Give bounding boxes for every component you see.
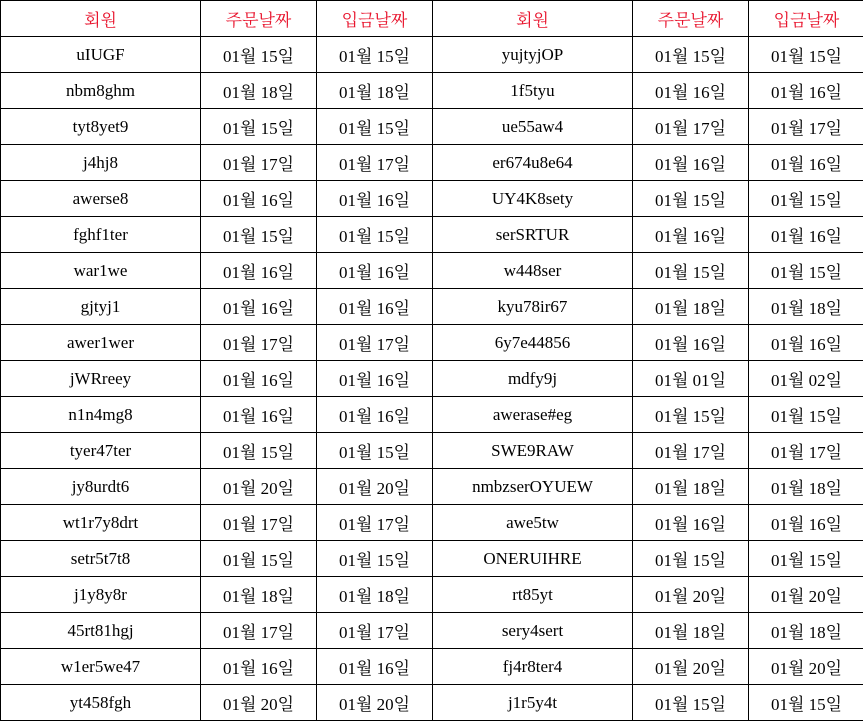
table-row — [1, 73, 863, 109]
cell-order-date-1: 01월 16일 — [201, 397, 317, 433]
cell-member-2: rt85yt — [433, 577, 633, 613]
table-row — [1, 577, 863, 613]
cell-order-date-2: 01월 20일 — [633, 577, 749, 613]
table-row — [1, 685, 863, 721]
cell-order-date-1: 01월 16일 — [201, 181, 317, 217]
cell-payment-date-2: 01월 15일 — [749, 253, 863, 289]
cell-order-date-2: 01월 17일 — [633, 109, 749, 145]
cell-payment-date-2: 01월 02일 — [749, 361, 863, 397]
cell-payment-date-1: 01월 16일 — [317, 253, 433, 289]
cell-order-date-2: 01월 15일 — [633, 37, 749, 73]
table-row — [1, 217, 863, 253]
cell-order-date-2: 01월 16일 — [633, 217, 749, 253]
cell-payment-date-2: 01월 20일 — [749, 577, 863, 613]
table-row — [1, 289, 863, 325]
cell-order-date-1: 01월 16일 — [201, 361, 317, 397]
cell-member-1: w1er5we47 — [1, 649, 201, 685]
cell-order-date-2: 01월 15일 — [633, 397, 749, 433]
cell-member-2: w448ser — [433, 253, 633, 289]
cell-order-date-2: 01월 16일 — [633, 505, 749, 541]
cell-payment-date-2: 01월 15일 — [749, 685, 863, 721]
table-row — [1, 613, 863, 649]
cell-payment-date-1: 01월 15일 — [317, 217, 433, 253]
table-row — [1, 397, 863, 433]
cell-order-date-2: 01월 18일 — [633, 469, 749, 505]
cell-payment-date-2: 01월 16일 — [749, 217, 863, 253]
cell-payment-date-1: 01월 20일 — [317, 685, 433, 721]
table-header-row — [1, 1, 863, 37]
cell-payment-date-1: 01월 16일 — [317, 397, 433, 433]
cell-payment-date-1: 01월 15일 — [317, 433, 433, 469]
cell-payment-date-1: 01월 15일 — [317, 37, 433, 73]
cell-payment-date-1: 01월 16일 — [317, 289, 433, 325]
cell-payment-date-2: 01월 15일 — [749, 37, 863, 73]
cell-member-1: tyt8yet9 — [1, 109, 201, 145]
table-row — [1, 145, 863, 181]
cell-order-date-1: 01월 20일 — [201, 685, 317, 721]
cell-member-1: j4hj8 — [1, 145, 201, 181]
cell-member-2: SWE9RAW — [433, 433, 633, 469]
cell-member-1: jy8urdt6 — [1, 469, 201, 505]
cell-member-1: setr5t7t8 — [1, 541, 201, 577]
cell-order-date-1: 01월 20일 — [201, 469, 317, 505]
cell-member-1: yt458fgh — [1, 685, 201, 721]
cell-payment-date-2: 01월 18일 — [749, 613, 863, 649]
cell-member-2: mdfy9j — [433, 361, 633, 397]
cell-order-date-1: 01월 15일 — [201, 433, 317, 469]
cell-order-date-1: 01월 18일 — [201, 73, 317, 109]
table-header — [1, 1, 863, 37]
cell-payment-date-2: 01월 16일 — [749, 505, 863, 541]
cell-order-date-1: 01월 16일 — [201, 253, 317, 289]
cell-payment-date-2: 01월 18일 — [749, 289, 863, 325]
cell-payment-date-2: 01월 16일 — [749, 145, 863, 181]
cell-member-1: fghf1ter — [1, 217, 201, 253]
cell-member-1: uIUGF — [1, 37, 201, 73]
cell-member-2: awe5tw — [433, 505, 633, 541]
cell-order-date-2: 01월 17일 — [633, 433, 749, 469]
cell-member-1: awer1wer — [1, 325, 201, 361]
cell-payment-date-2: 01월 17일 — [749, 109, 863, 145]
cell-member-2: fj4r8ter4 — [433, 649, 633, 685]
cell-member-2: ue55aw4 — [433, 109, 633, 145]
table-row — [1, 505, 863, 541]
cell-order-date-1: 01월 15일 — [201, 217, 317, 253]
cell-payment-date-2: 01월 16일 — [749, 325, 863, 361]
column-header-order-date-1: 주문날짜 — [201, 1, 317, 37]
cell-member-1: j1y8y8r — [1, 577, 201, 613]
cell-payment-date-1: 01월 17일 — [317, 325, 433, 361]
cell-member-1: gjtyj1 — [1, 289, 201, 325]
cell-member-1: tyer47ter — [1, 433, 201, 469]
cell-order-date-2: 01월 16일 — [633, 145, 749, 181]
cell-order-date-1: 01월 17일 — [201, 145, 317, 181]
cell-payment-date-2: 01월 15일 — [749, 181, 863, 217]
column-header-member-2: 회원 — [433, 1, 633, 37]
table-row — [1, 541, 863, 577]
cell-member-1: n1n4mg8 — [1, 397, 201, 433]
table-row — [1, 469, 863, 505]
cell-order-date-2: 01월 01일 — [633, 361, 749, 397]
table-row — [1, 433, 863, 469]
cell-payment-date-1: 01월 15일 — [317, 109, 433, 145]
cell-member-1: wt1r7y8drt — [1, 505, 201, 541]
cell-member-1: awerse8 — [1, 181, 201, 217]
table-row — [1, 325, 863, 361]
table-row — [1, 361, 863, 397]
table-row — [1, 37, 863, 73]
cell-order-date-2: 01월 18일 — [633, 289, 749, 325]
cell-member-2: awerase#eg — [433, 397, 633, 433]
cell-order-date-2: 01월 15일 — [633, 181, 749, 217]
cell-order-date-1: 01월 15일 — [201, 37, 317, 73]
cell-payment-date-2: 01월 15일 — [749, 541, 863, 577]
cell-order-date-1: 01월 15일 — [201, 109, 317, 145]
cell-member-2: ONERUIHRE — [433, 541, 633, 577]
cell-member-2: j1r5y4t — [433, 685, 633, 721]
cell-member-2: sery4sert — [433, 613, 633, 649]
cell-member-2: 1f5tyu — [433, 73, 633, 109]
cell-payment-date-2: 01월 18일 — [749, 469, 863, 505]
table-row — [1, 253, 863, 289]
cell-order-date-2: 01월 18일 — [633, 613, 749, 649]
cell-member-2: nmbzserOYUEW — [433, 469, 633, 505]
cell-order-date-2: 01월 15일 — [633, 541, 749, 577]
cell-order-date-1: 01월 16일 — [201, 289, 317, 325]
cell-order-date-1: 01월 17일 — [201, 613, 317, 649]
cell-member-1: 45rt81hgj — [1, 613, 201, 649]
cell-payment-date-1: 01월 20일 — [317, 469, 433, 505]
cell-payment-date-1: 01월 16일 — [317, 181, 433, 217]
cell-order-date-2: 01월 16일 — [633, 325, 749, 361]
cell-order-date-1: 01월 18일 — [201, 577, 317, 613]
cell-member-2: UY4K8sety — [433, 181, 633, 217]
cell-payment-date-1: 01월 18일 — [317, 73, 433, 109]
cell-member-2: kyu78ir67 — [433, 289, 633, 325]
cell-payment-date-1: 01월 17일 — [317, 145, 433, 181]
cell-member-2: 6y7e44856 — [433, 325, 633, 361]
cell-member-2: er674u8e64 — [433, 145, 633, 181]
column-header-payment-date-2: 입금날짜 — [749, 1, 863, 37]
column-header-member-1: 회원 — [1, 1, 201, 37]
cell-payment-date-1: 01월 16일 — [317, 361, 433, 397]
cell-payment-date-2: 01월 16일 — [749, 73, 863, 109]
cell-order-date-1: 01월 17일 — [201, 325, 317, 361]
column-header-order-date-2: 주문날짜 — [633, 1, 749, 37]
cell-payment-date-2: 01월 17일 — [749, 433, 863, 469]
cell-member-2: serSRTUR — [433, 217, 633, 253]
cell-member-1: war1we — [1, 253, 201, 289]
cell-payment-date-1: 01월 15일 — [317, 541, 433, 577]
cell-order-date-1: 01월 15일 — [201, 541, 317, 577]
cell-order-date-2: 01월 16일 — [633, 73, 749, 109]
table-row — [1, 109, 863, 145]
cell-order-date-2: 01월 20일 — [633, 649, 749, 685]
cell-member-2: yujtyjOP — [433, 37, 633, 73]
cell-order-date-1: 01월 17일 — [201, 505, 317, 541]
table-row — [1, 649, 863, 685]
cell-payment-date-2: 01월 15일 — [749, 397, 863, 433]
cell-payment-date-2: 01월 20일 — [749, 649, 863, 685]
table-body — [1, 37, 863, 721]
column-header-payment-date-1: 입금날짜 — [317, 1, 433, 37]
table-row — [1, 181, 863, 217]
cell-order-date-2: 01월 15일 — [633, 253, 749, 289]
cell-order-date-1: 01월 16일 — [201, 649, 317, 685]
cell-payment-date-1: 01월 16일 — [317, 649, 433, 685]
cell-payment-date-1: 01월 17일 — [317, 613, 433, 649]
cell-order-date-2: 01월 15일 — [633, 685, 749, 721]
cell-payment-date-1: 01월 18일 — [317, 577, 433, 613]
cell-payment-date-1: 01월 17일 — [317, 505, 433, 541]
cell-member-1: jWRreey — [1, 361, 201, 397]
cell-member-1: nbm8ghm — [1, 73, 201, 109]
